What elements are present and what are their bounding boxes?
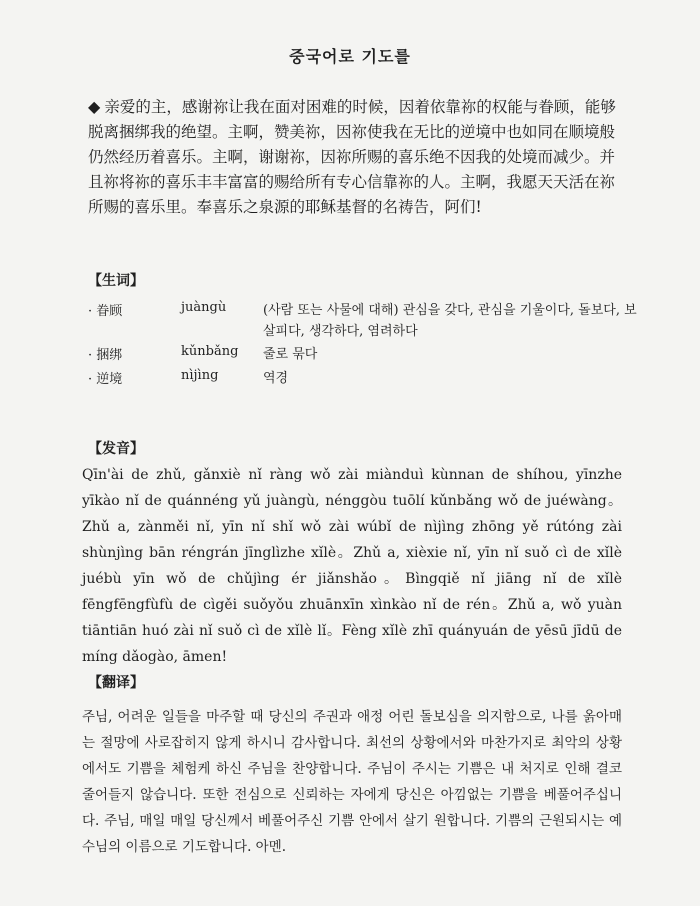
vocab-item <box>88 344 648 368</box>
diamond-bullet-icon: ◆ <box>88 97 101 116</box>
page-title: 중국어로 기도를 <box>289 47 411 66</box>
translation-text: 주님, 어려운 일들을 마주할 때 당신의 주권과 애정 어린 돌보심을 의지함으로, 나를 옭아매는 절망에 사로잡히지 않게 하시니 감사합니다. 최선의 상황에서와 마찬가지로 최악의 상황에서도 기쁨을 체험케 하신 주님을 찬양합니다. 주님이 주시는 기쁨은 내 처지로 인해 결코 줄어들지 않습니다. 또한 전심으로 신뢰하는 자에게 당신은 아낌없는 기쁨을 베풀어주십니다. 주님, 매일 매일 당신께서 베풀어주신 기쁨 안에서 살기 원합니다. 기쁨의 근원되시는 예수님의 이름으로 기도합니다. 아멘. <box>82 709 622 855</box>
prayer-paragraph <box>88 94 628 220</box>
vocab-list <box>88 300 648 392</box>
vocab-pinyin: nìjìng <box>181 368 219 383</box>
vocab-meaning: 역경 <box>263 371 289 386</box>
vocab-word: · 逆境 <box>88 372 123 387</box>
prayer-text: 亲爱的主，感谢祢让我在面对困难的时候，因着依靠祢的权能与眷顾，能够脱离捆绑我的绝望。主啊，赞美祢，因祢使我在无比的逆境中也如同在顺境般仍然经历着喜乐。主啊，谢谢祢，因祢所赐的喜乐绝不因我的处境而减少。并且祢将祢的喜乐丰丰富富的赐给所有专心信靠祢的人。主啊，我愿天天活在祢所赐的喜乐里。奉喜乐之泉源的耶稣基督的名祷告，阿们! <box>88 98 616 216</box>
vocab-meaning: (사람 또는 사물에 대해) 관심을 갖다, 관심을 기울이다, 돌보다, 보살피다, 생각하다, 염려하다 <box>263 303 637 339</box>
vocab-meaning: 줄로 묶다 <box>263 347 318 362</box>
vocab-word: · 眷顾 <box>88 304 123 319</box>
vocab-item <box>88 368 648 392</box>
vocab-pinyin: juàngù <box>181 300 227 315</box>
pronunciation-heading: 【发音】 <box>88 441 144 457</box>
vocab-pinyin: kǔnbǎng <box>181 344 239 359</box>
vocab-heading: 【生词】 <box>88 273 144 289</box>
translation-heading: 【翻译】 <box>88 675 144 691</box>
vocab-word: · 捆绑 <box>88 348 123 363</box>
pronunciation-text: Qīn'ài de zhǔ, gǎnxiè nǐ ràng wǒ zài miànduì kùnnan de shíhou, yīnzhe yīkào nǐ de quánnéng yǔ juàngù, nénggòu tuōlí kǔnbǎng wǒ de juéwàng。Zhǔ a, zànměi nǐ, yīn nǐ shǐ wǒ zài wúbǐ de nìjìng zhōng yě rútóng zài shùnjìng bān réngrán jīnglìzhe xǐlè。Zhǔ a, xièxie nǐ, yīn nǐ suǒ cì de xǐlè juébù yīn wǒ de chǔjìng ér jiǎnshǎo。Bìngqiě nǐ jiāng nǐ de xǐlè fēngfēngfùfù de cìgěi suǒyǒu zhuānxīn xìnkào nǐ de rén。Zhǔ a, wǒ yuàn tiāntiān huó zài nǐ suǒ cì de xǐlè lǐ。Fèng xǐlè zhī quányuán de yēsū jīdū de míng dǎogào, āmen! <box>82 467 622 665</box>
vocab-item <box>88 300 648 344</box>
